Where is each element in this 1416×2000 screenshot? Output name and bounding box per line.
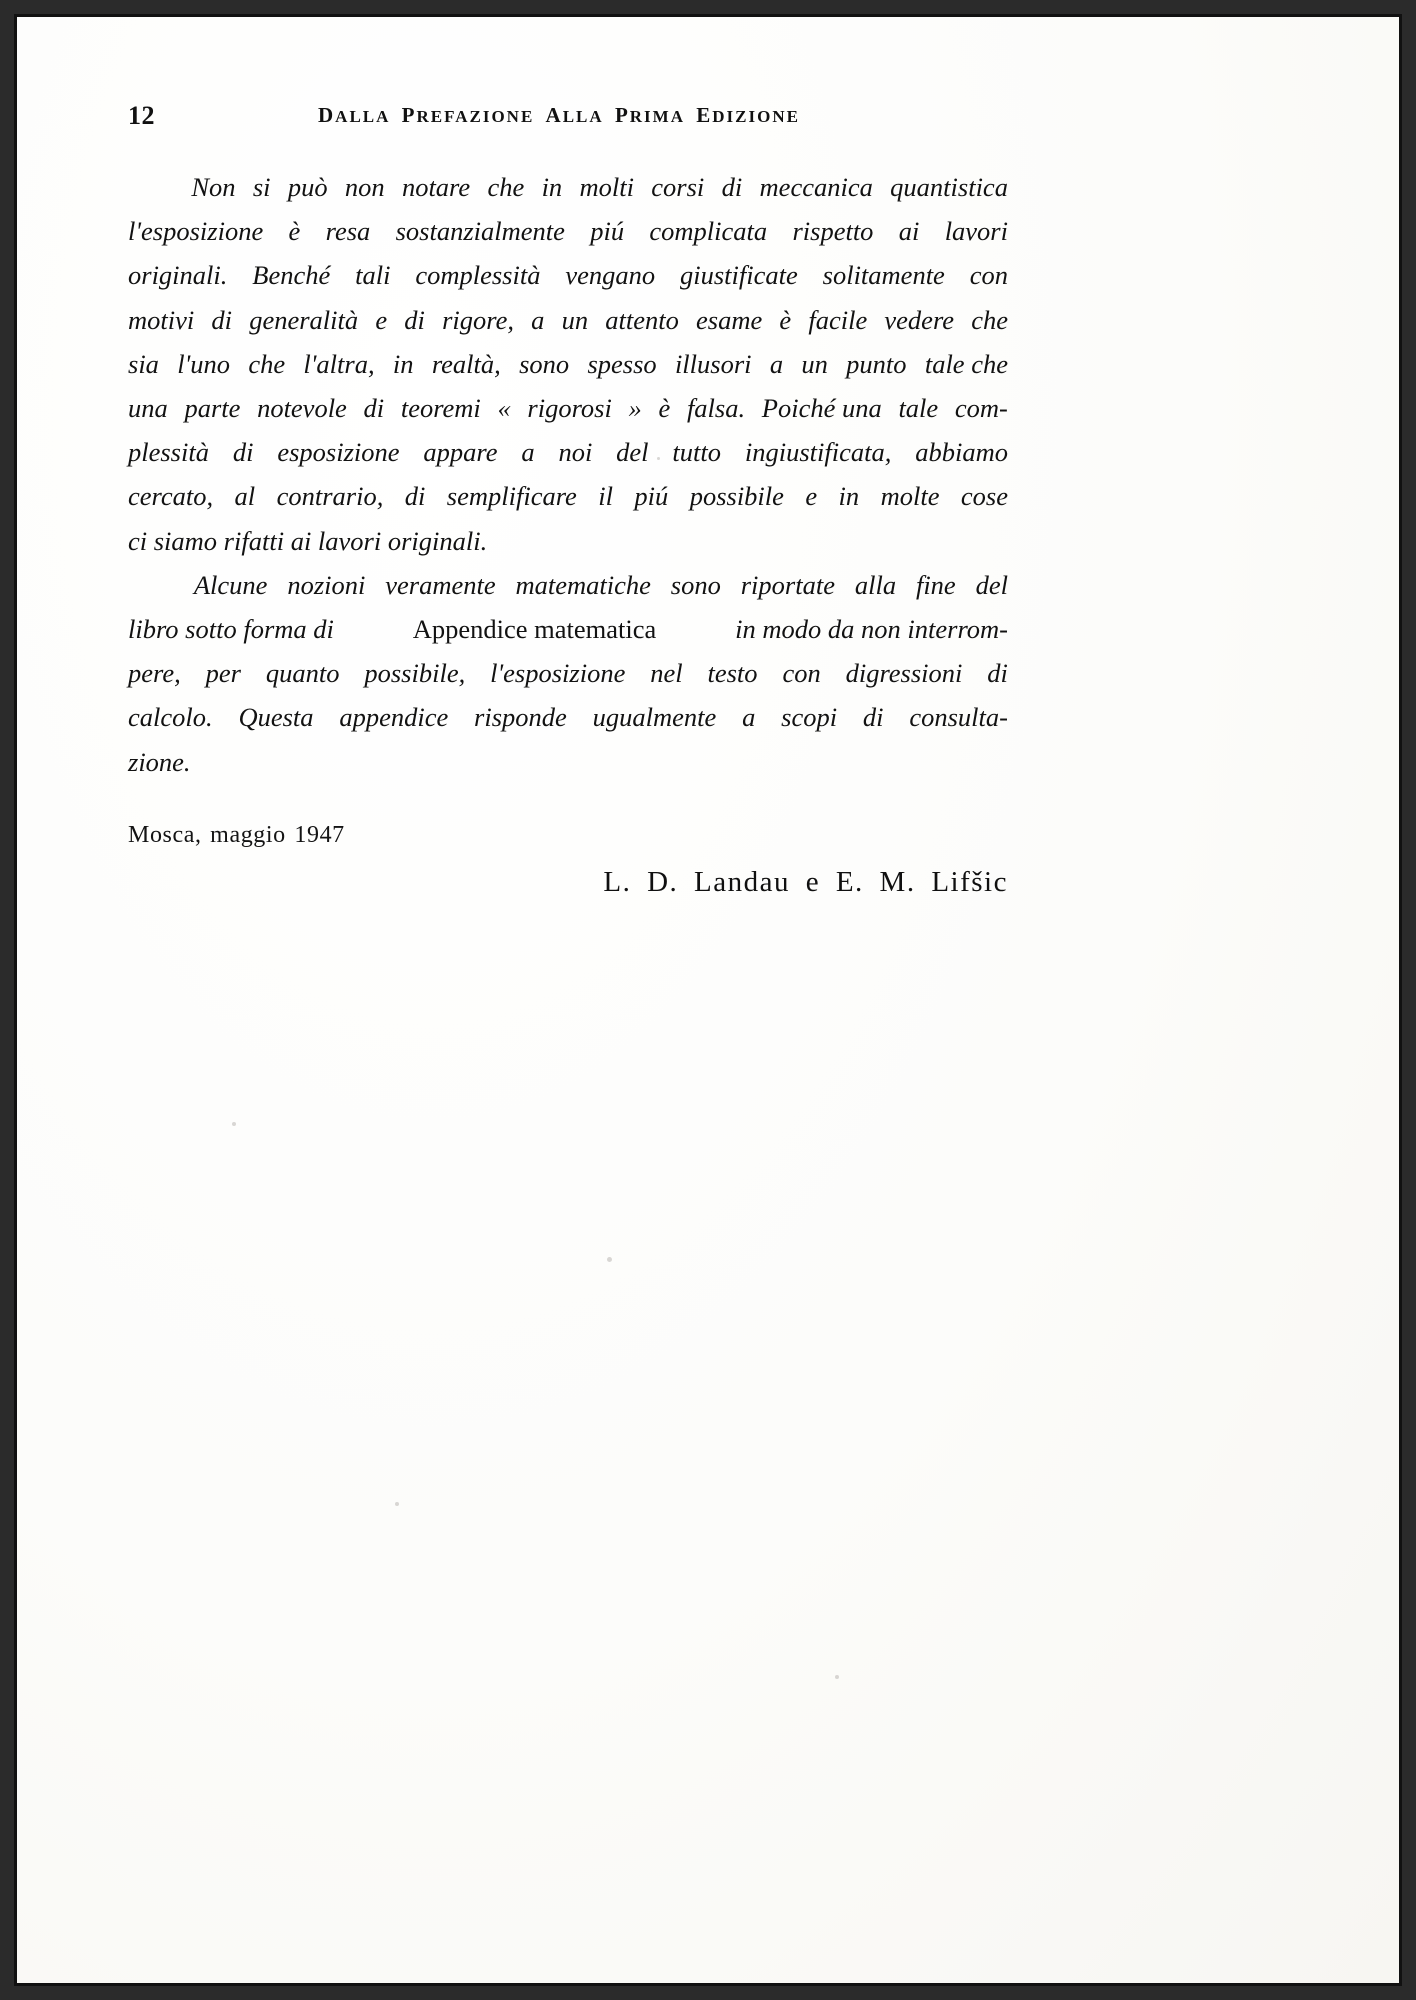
word: di xyxy=(363,393,385,424)
word: di xyxy=(404,481,426,512)
scan-speck xyxy=(232,1122,236,1126)
appendix-title-roman: Appendice matematica xyxy=(412,614,657,645)
text-column xyxy=(128,95,1008,932)
running-head-cap-p1: P xyxy=(401,103,417,127)
word: abbiamo xyxy=(915,437,1008,468)
word: esposizione xyxy=(277,437,400,468)
colophon xyxy=(128,822,1008,932)
word: sia xyxy=(128,348,159,379)
running-head-title xyxy=(318,103,800,128)
word: ugualmente xyxy=(592,702,717,733)
word: Alcune xyxy=(193,569,268,600)
word: a xyxy=(521,437,535,468)
word: può xyxy=(287,172,328,202)
word: e xyxy=(805,481,818,512)
word: a xyxy=(531,304,545,335)
word: parte xyxy=(184,393,241,424)
para1-line-7 xyxy=(128,430,1008,474)
word: molti xyxy=(579,172,634,202)
word: riportate xyxy=(740,569,835,600)
word: meccanica xyxy=(759,172,873,202)
para1-line-2 xyxy=(128,209,1008,253)
word: rigore, xyxy=(442,304,514,335)
word: è xyxy=(288,216,301,247)
word: molte xyxy=(880,481,940,512)
running-head-cap-d: D xyxy=(318,103,336,127)
word: notevole xyxy=(257,393,347,424)
word: che xyxy=(971,304,1008,335)
word: vedere xyxy=(884,304,955,335)
running-head-lla2: LLA xyxy=(562,107,604,126)
word: tali xyxy=(355,260,391,291)
word: Non xyxy=(191,172,236,202)
word: l'uno xyxy=(177,348,231,379)
first-line-indent xyxy=(128,563,174,607)
word: attento xyxy=(605,304,679,335)
word: fine xyxy=(915,569,956,600)
word: al xyxy=(234,481,256,512)
para1-line-6 xyxy=(128,386,1008,430)
author-signature: L. D. Landau e E. M. Lifšic xyxy=(603,865,1008,898)
word: di xyxy=(211,304,233,335)
word: solitamente xyxy=(822,260,945,291)
word: il xyxy=(598,481,613,512)
word: rispetto xyxy=(792,216,874,247)
word: contrario, xyxy=(276,481,384,512)
word: un xyxy=(561,304,589,335)
running-head-alla1: ALLA xyxy=(335,107,391,126)
word: esame xyxy=(696,304,763,335)
para1-line-4 xyxy=(128,298,1008,342)
word: alla xyxy=(854,569,897,600)
preface-paragraph-1 xyxy=(128,165,1008,563)
word: testo xyxy=(707,658,758,689)
word: veramente xyxy=(385,569,496,600)
para1-line-5 xyxy=(128,342,1008,386)
word: è xyxy=(779,304,792,335)
word: un xyxy=(801,348,828,379)
word: corsi xyxy=(651,172,705,202)
word: com- xyxy=(954,393,1008,424)
para2-line-4 xyxy=(128,695,1008,739)
word: possibile, xyxy=(364,658,466,689)
word: piú xyxy=(590,216,625,247)
word: punto xyxy=(846,348,907,379)
word: Questa xyxy=(238,702,314,733)
word: in xyxy=(838,481,860,512)
word: rigorosi xyxy=(527,393,612,424)
paper-surface xyxy=(17,17,1399,1983)
word: piú xyxy=(634,481,669,512)
word: generalità xyxy=(249,304,359,335)
word: Poiché una xyxy=(761,393,882,424)
word: facile xyxy=(808,304,868,335)
word: tale xyxy=(898,393,939,424)
word: cose xyxy=(960,481,1008,512)
para1-line-8 xyxy=(128,474,1008,518)
place-and-date: Mosca, maggio 1947 xyxy=(128,821,345,848)
scan-speck xyxy=(835,1675,839,1679)
word: realtà, xyxy=(431,348,501,379)
para1-line-3 xyxy=(128,253,1008,297)
word: a xyxy=(742,702,756,733)
word: l'altra, xyxy=(303,348,375,379)
word: sono xyxy=(519,348,570,379)
word: l'esposizione xyxy=(490,658,626,689)
word: teoremi xyxy=(400,393,481,424)
word: in xyxy=(541,172,563,202)
para2-line-5: zione. xyxy=(128,746,191,777)
word: ingiustificata, xyxy=(744,437,892,468)
word: complessità xyxy=(415,260,541,291)
word: di xyxy=(987,658,1008,689)
word: di xyxy=(404,304,425,335)
word: sono xyxy=(670,569,721,600)
word: una xyxy=(128,393,168,424)
word: di xyxy=(232,437,254,468)
word: vengano xyxy=(565,260,656,291)
word: notare xyxy=(401,172,471,202)
word: pere, xyxy=(128,658,181,689)
word: con xyxy=(782,658,821,689)
word: giustificate xyxy=(680,260,798,291)
word: lavori xyxy=(944,216,1008,247)
word: l'esposizione xyxy=(128,216,264,247)
page-number: 12 xyxy=(128,101,155,130)
word: resa xyxy=(325,216,371,247)
preface-paragraph-2 xyxy=(128,563,1008,784)
word: complicata xyxy=(649,216,768,247)
word: non xyxy=(344,172,385,202)
word: del xyxy=(975,569,1008,600)
word: sostanzialmente xyxy=(395,216,565,247)
word: originali. xyxy=(128,260,228,291)
word: con xyxy=(969,260,1008,291)
word: di xyxy=(721,172,743,202)
word: tutto xyxy=(672,437,721,468)
word: in xyxy=(392,348,414,379)
running-head-cap-a2: A xyxy=(545,103,563,127)
word: nel xyxy=(650,658,683,689)
first-line-indent xyxy=(128,165,174,209)
running-head-cap-e: E xyxy=(696,103,713,127)
running-head-refazione: REFAZIONE xyxy=(416,107,535,126)
running-head-cap-p2: P xyxy=(614,103,630,127)
scan-speck xyxy=(607,1257,612,1262)
para2-line-1 xyxy=(128,563,1008,607)
word: quantistica xyxy=(890,172,1008,202)
word: matematiche xyxy=(515,569,651,600)
word: di xyxy=(862,702,884,733)
word: si xyxy=(252,172,271,202)
word: cercato, xyxy=(128,481,214,512)
word: che xyxy=(248,348,286,379)
guillemet-open: « xyxy=(497,393,511,424)
word: possibile xyxy=(689,481,784,512)
word: che xyxy=(487,172,525,202)
word: noi xyxy=(558,437,593,468)
para2-line-2 xyxy=(128,607,1008,651)
word: digressioni xyxy=(845,658,963,689)
para1-line-1 xyxy=(128,165,1008,209)
word: nozioni xyxy=(287,569,366,600)
running-head-rima: RIMA xyxy=(629,107,685,126)
word: illusori xyxy=(674,348,752,379)
running-head-dizione: DIZIONE xyxy=(712,107,800,126)
word: a xyxy=(769,348,784,379)
word: del xyxy=(616,437,649,468)
word: Benché xyxy=(252,260,331,291)
word: plessità xyxy=(128,437,209,468)
word: appendice xyxy=(339,702,449,733)
word: risponde xyxy=(474,702,567,733)
running-head xyxy=(128,95,1008,135)
word: è xyxy=(658,393,671,424)
word: e xyxy=(375,304,388,335)
word: appare xyxy=(423,437,498,468)
word: per xyxy=(205,658,241,689)
word: ai xyxy=(898,216,920,247)
word: quanto xyxy=(265,658,340,689)
para2-line2-prefix: libro sotto forma di xyxy=(128,614,334,645)
para1-line-9: ci siamo rifatti ai lavori originali. xyxy=(128,525,488,556)
word: spesso xyxy=(587,348,657,379)
word: semplificare xyxy=(446,481,577,512)
para2-line2-suffix: in modo da non interrom- xyxy=(735,614,1008,645)
word: calcolo. xyxy=(128,702,213,733)
word: falsa. xyxy=(686,393,746,424)
guillemet-close: » xyxy=(628,393,642,424)
scan-speck xyxy=(395,1502,399,1506)
word: motivi xyxy=(128,304,195,335)
para2-line-3 xyxy=(128,651,1008,695)
word: scopi xyxy=(781,702,838,733)
word: consulta- xyxy=(909,702,1008,733)
word: tale che xyxy=(924,348,1008,379)
